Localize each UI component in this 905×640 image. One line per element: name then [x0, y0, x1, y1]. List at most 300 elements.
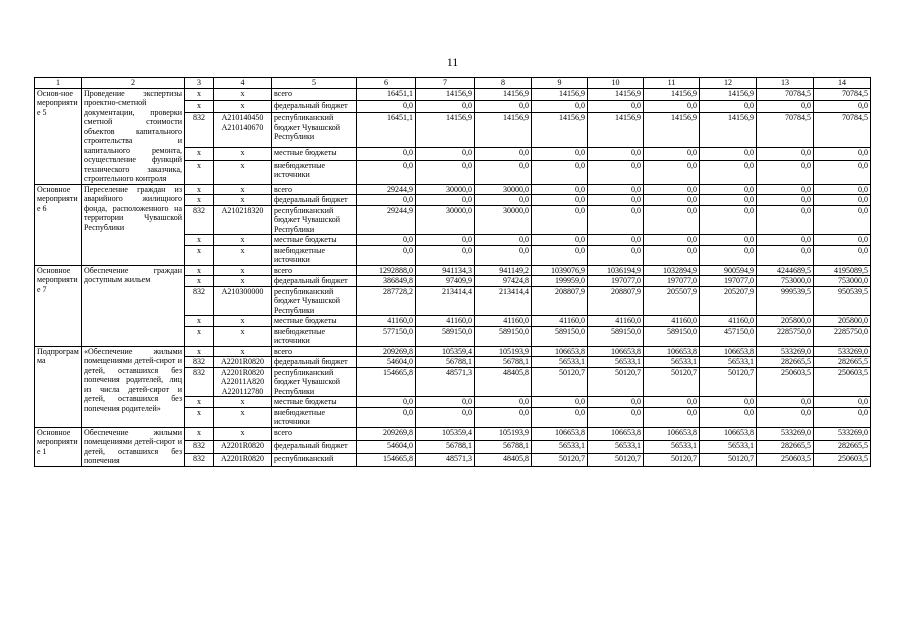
value-cell: 56533,1: [532, 357, 588, 368]
header-cell: 11: [644, 78, 700, 89]
budget-code-cell: х: [214, 160, 272, 184]
value-cell: 0,0: [357, 148, 416, 160]
value-cell: 50120,7: [700, 367, 757, 397]
value-cell: 106653,8: [700, 346, 757, 357]
value-cell: 0,0: [475, 245, 532, 265]
funding-source-cell: внебюджетные источники: [272, 160, 357, 184]
value-cell: 0,0: [588, 160, 644, 184]
value-cell: 197077,0: [700, 276, 757, 287]
header-cell: 4: [214, 78, 272, 89]
budget-code-cell: х: [214, 407, 272, 427]
value-cell: 0,0: [416, 195, 475, 206]
value-cell: 14156,9: [700, 113, 757, 148]
value-cell: 30000,0: [475, 184, 532, 195]
value-cell: 282665,5: [757, 357, 814, 368]
executor-code-cell: х: [185, 276, 214, 287]
value-cell: 0,0: [700, 195, 757, 206]
value-cell: 50120,7: [700, 453, 757, 466]
value-cell: 197077,0: [588, 276, 644, 287]
funding-source-cell: внебюджетные источники: [272, 326, 357, 346]
value-cell: 48405,8: [475, 453, 532, 466]
value-cell: 900594,9: [700, 265, 757, 276]
page-number: 11: [446, 55, 459, 69]
value-cell: 250603,5: [814, 453, 871, 466]
value-cell: 0,0: [757, 100, 814, 112]
value-cell: 0,0: [416, 235, 475, 246]
value-cell: 0,0: [475, 407, 532, 427]
value-cell: 105193,9: [475, 346, 532, 357]
value-cell: 950539,5: [814, 286, 871, 316]
value-cell: 0,0: [700, 184, 757, 195]
value-cell: 0,0: [588, 245, 644, 265]
value-cell: 457150,0: [700, 326, 757, 346]
value-cell: 56533,1: [700, 440, 757, 453]
value-cell: 50120,7: [588, 367, 644, 397]
program-name-cell: Основное мероприятие 7: [35, 265, 82, 346]
table-row: [35, 184, 871, 195]
value-cell: 48571,3: [416, 367, 475, 397]
value-cell: 0,0: [588, 205, 644, 235]
funding-source-cell: республиканский бюджет Чувашской Республики: [272, 367, 357, 397]
executor-code-cell: 832: [185, 357, 214, 368]
program-title-cell: Переселение граждан из аварийного жилищного фонда, расположенного на территории Чувашской Республики: [82, 184, 185, 265]
funding-source-cell: всего: [272, 346, 357, 357]
executor-code-cell: х: [185, 346, 214, 357]
value-cell: 0,0: [357, 407, 416, 427]
header-cell: 14: [814, 78, 871, 89]
funding-source-cell: всего: [272, 427, 357, 440]
funding-source-cell: федеральный бюджет: [272, 195, 357, 206]
value-cell: 0,0: [814, 100, 871, 112]
value-cell: 30000,0: [416, 184, 475, 195]
value-cell: 0,0: [532, 100, 588, 112]
value-cell: 14156,9: [644, 88, 700, 100]
value-cell: 56533,1: [588, 440, 644, 453]
value-cell: 208807,9: [588, 286, 644, 316]
value-cell: 0,0: [475, 235, 532, 246]
value-cell: 14156,9: [416, 88, 475, 100]
value-cell: 0,0: [532, 205, 588, 235]
value-cell: 56533,1: [644, 357, 700, 368]
funding-source-cell: всего: [272, 265, 357, 276]
value-cell: 0,0: [588, 148, 644, 160]
value-cell: 205207,9: [700, 286, 757, 316]
executor-code-cell: х: [185, 316, 214, 327]
value-cell: 0,0: [644, 397, 700, 408]
value-cell: 105359,4: [416, 427, 475, 440]
header-cell: 7: [416, 78, 475, 89]
budget-code-cell: х: [214, 88, 272, 100]
budget-table: [34, 77, 871, 467]
value-cell: 0,0: [814, 407, 871, 427]
value-cell: 14156,9: [588, 88, 644, 100]
value-cell: 0,0: [644, 205, 700, 235]
value-cell: 50120,7: [644, 453, 700, 466]
funding-source-cell: республиканский бюджет Чувашской Республики: [272, 286, 357, 316]
budget-code-cell: А210140450 А210140670: [214, 113, 272, 148]
table-row: [35, 427, 871, 440]
budget-code-cell: А2201R0820: [214, 440, 272, 453]
value-cell: 50120,7: [532, 453, 588, 466]
value-cell: 577150,0: [357, 326, 416, 346]
budget-code-cell: х: [214, 195, 272, 206]
program-name-cell: Основное мероприятие 6: [35, 184, 82, 265]
executor-code-cell: 832: [185, 205, 214, 235]
value-cell: 1292888,0: [357, 265, 416, 276]
value-cell: 56788,1: [475, 357, 532, 368]
budget-code-cell: х: [214, 316, 272, 327]
table-row: [35, 88, 871, 100]
value-cell: 2285750,0: [757, 326, 814, 346]
executor-code-cell: х: [185, 184, 214, 195]
value-cell: 97424,8: [475, 276, 532, 287]
executor-code-cell: 832: [185, 367, 214, 397]
value-cell: 41160,0: [357, 316, 416, 327]
funding-source-cell: республиканский: [272, 453, 357, 466]
program-title-cell: «Обеспечение жилыми помещениями детей-сирот и детей, оставшихся без попечения родителей, лиц из числа детей-сирот и детей, оставшихся без попечения родителей»: [82, 346, 185, 427]
value-cell: 1039076,9: [532, 265, 588, 276]
budget-code-cell: х: [214, 326, 272, 346]
value-cell: 0,0: [644, 148, 700, 160]
value-cell: 0,0: [416, 245, 475, 265]
funding-source-cell: республиканский бюджет Чувашской Республики: [272, 113, 357, 148]
value-cell: 106653,8: [588, 346, 644, 357]
value-cell: 16451,1: [357, 113, 416, 148]
value-cell: 197077,0: [644, 276, 700, 287]
budget-code-cell: А2201R0820 А22011А820 А220112780: [214, 367, 272, 397]
executor-code-cell: 832: [185, 440, 214, 453]
value-cell: 0,0: [416, 397, 475, 408]
value-cell: 0,0: [814, 195, 871, 206]
value-cell: 154665,8: [357, 367, 416, 397]
table-row: [35, 346, 871, 357]
value-cell: 0,0: [700, 407, 757, 427]
budget-code-cell: х: [214, 276, 272, 287]
value-cell: 0,0: [757, 148, 814, 160]
value-cell: 0,0: [357, 195, 416, 206]
budget-code-cell: А210218320: [214, 205, 272, 235]
value-cell: 0,0: [532, 148, 588, 160]
header-cell: 5: [272, 78, 357, 89]
value-cell: 213414,4: [416, 286, 475, 316]
value-cell: 48571,3: [416, 453, 475, 466]
value-cell: 0,0: [757, 235, 814, 246]
program-name-cell: Основ-ное мероприятие 5: [35, 88, 82, 184]
value-cell: 533269,0: [757, 427, 814, 440]
value-cell: 589150,0: [588, 326, 644, 346]
value-cell: 0,0: [757, 195, 814, 206]
value-cell: 56533,1: [588, 357, 644, 368]
header-cell: 6: [357, 78, 416, 89]
value-cell: 70784,5: [757, 88, 814, 100]
budget-code-cell: х: [214, 346, 272, 357]
budget-code-cell: х: [214, 235, 272, 246]
value-cell: 0,0: [416, 148, 475, 160]
value-cell: 282665,5: [757, 440, 814, 453]
header-cell: 3: [185, 78, 214, 89]
value-cell: 56788,1: [475, 440, 532, 453]
value-cell: 154665,8: [357, 453, 416, 466]
value-cell: 0,0: [814, 245, 871, 265]
value-cell: 0,0: [757, 397, 814, 408]
value-cell: 48405,8: [475, 367, 532, 397]
value-cell: 0,0: [757, 205, 814, 235]
value-cell: 70784,5: [757, 113, 814, 148]
funding-source-cell: местные бюджеты: [272, 316, 357, 327]
executor-code-cell: х: [185, 407, 214, 427]
value-cell: 386849,8: [357, 276, 416, 287]
funding-source-cell: федеральный бюджет: [272, 100, 357, 112]
budget-code-cell: А210300000: [214, 286, 272, 316]
value-cell: 0,0: [532, 184, 588, 195]
value-cell: 0,0: [700, 205, 757, 235]
value-cell: 70784,5: [814, 113, 871, 148]
executor-code-cell: х: [185, 148, 214, 160]
value-cell: 70784,5: [814, 88, 871, 100]
value-cell: 0,0: [475, 148, 532, 160]
funding-source-cell: местные бюджеты: [272, 397, 357, 408]
value-cell: 0,0: [416, 407, 475, 427]
budget-code-cell: х: [214, 245, 272, 265]
value-cell: 54604,0: [357, 440, 416, 453]
value-cell: 287728,2: [357, 286, 416, 316]
budget-code-cell: х: [214, 427, 272, 440]
value-cell: 54604,0: [357, 357, 416, 368]
value-cell: 0,0: [475, 160, 532, 184]
funding-source-cell: республиканский бюджет Чувашской Республики: [272, 205, 357, 235]
program-name-cell: Подпрограмма: [35, 346, 82, 427]
header-cell: 12: [700, 78, 757, 89]
value-cell: 105359,4: [416, 346, 475, 357]
value-cell: 0,0: [644, 235, 700, 246]
value-cell: 282665,5: [814, 440, 871, 453]
value-cell: 0,0: [814, 184, 871, 195]
value-cell: 209269,8: [357, 427, 416, 440]
executor-code-cell: х: [185, 427, 214, 440]
value-cell: 41160,0: [644, 316, 700, 327]
value-cell: 14156,9: [416, 113, 475, 148]
value-cell: 0,0: [588, 407, 644, 427]
value-cell: 14156,9: [532, 88, 588, 100]
value-cell: 0,0: [757, 184, 814, 195]
value-cell: 0,0: [475, 195, 532, 206]
value-cell: 1032894,9: [644, 265, 700, 276]
value-cell: 0,0: [532, 195, 588, 206]
value-cell: 589150,0: [532, 326, 588, 346]
value-cell: 0,0: [700, 160, 757, 184]
value-cell: 205800,0: [814, 316, 871, 327]
budget-code-cell: х: [214, 148, 272, 160]
value-cell: 14156,9: [475, 113, 532, 148]
funding-source-cell: всего: [272, 88, 357, 100]
value-cell: 29244,9: [357, 205, 416, 235]
program-title-cell: Обеспечение граждан доступным жильем: [82, 265, 185, 346]
value-cell: 0,0: [644, 184, 700, 195]
value-cell: 533269,0: [757, 346, 814, 357]
value-cell: 0,0: [357, 245, 416, 265]
budget-code-cell: х: [214, 184, 272, 195]
value-cell: 41160,0: [588, 316, 644, 327]
value-cell: 106653,8: [700, 427, 757, 440]
value-cell: 0,0: [757, 160, 814, 184]
value-cell: 14156,9: [588, 113, 644, 148]
value-cell: 14156,9: [700, 88, 757, 100]
value-cell: 753000,0: [814, 276, 871, 287]
executor-code-cell: х: [185, 326, 214, 346]
value-cell: 50120,7: [532, 367, 588, 397]
value-cell: 0,0: [644, 407, 700, 427]
value-cell: 0,0: [700, 235, 757, 246]
value-cell: 250603,5: [757, 453, 814, 466]
budget-code-cell: А2201R0820: [214, 453, 272, 466]
funding-source-cell: внебюджетные источники: [272, 245, 357, 265]
executor-code-cell: х: [185, 245, 214, 265]
value-cell: 0,0: [814, 148, 871, 160]
program-title-cell: Обеспечение жилыми помещениями детей-сирот и детей, оставшихся без попечения: [82, 427, 185, 466]
value-cell: 0,0: [757, 407, 814, 427]
value-cell: 0,0: [644, 100, 700, 112]
budget-code-cell: А2201R0820: [214, 357, 272, 368]
value-cell: 0,0: [357, 235, 416, 246]
value-cell: 199959,0: [532, 276, 588, 287]
value-cell: 213414,4: [475, 286, 532, 316]
value-cell: 106653,8: [644, 427, 700, 440]
value-cell: 0,0: [814, 397, 871, 408]
value-cell: 56533,1: [644, 440, 700, 453]
value-cell: 56788,1: [416, 440, 475, 453]
value-cell: 0,0: [416, 100, 475, 112]
value-cell: 30000,0: [475, 205, 532, 235]
value-cell: 0,0: [588, 184, 644, 195]
value-cell: 106653,8: [588, 427, 644, 440]
header-cell: 9: [532, 78, 588, 89]
value-cell: 0,0: [532, 407, 588, 427]
value-cell: 250603,5: [814, 367, 871, 397]
value-cell: 0,0: [700, 100, 757, 112]
value-cell: 41160,0: [532, 316, 588, 327]
value-cell: 0,0: [644, 245, 700, 265]
value-cell: 0,0: [644, 195, 700, 206]
value-cell: 250603,5: [757, 367, 814, 397]
header-cell: 13: [757, 78, 814, 89]
budget-code-cell: х: [214, 265, 272, 276]
header-cell: 8: [475, 78, 532, 89]
executor-code-cell: х: [185, 235, 214, 246]
value-cell: 999539,5: [757, 286, 814, 316]
header-cell: 2: [82, 78, 185, 89]
table-row: [35, 265, 871, 276]
value-cell: 0,0: [532, 397, 588, 408]
value-cell: 0,0: [814, 235, 871, 246]
value-cell: 205800,0: [757, 316, 814, 327]
program-name-cell: Основное мероприятие 1: [35, 427, 82, 466]
budget-code-cell: х: [214, 100, 272, 112]
value-cell: 105193,9: [475, 427, 532, 440]
funding-source-cell: федеральный бюджет: [272, 276, 357, 287]
value-cell: 282665,5: [814, 357, 871, 368]
value-cell: 1036194,9: [588, 265, 644, 276]
value-cell: 0,0: [357, 100, 416, 112]
value-cell: 0,0: [475, 397, 532, 408]
funding-source-cell: местные бюджеты: [272, 148, 357, 160]
value-cell: 0,0: [475, 100, 532, 112]
value-cell: 16451,1: [357, 88, 416, 100]
value-cell: 0,0: [588, 235, 644, 246]
header-cell: 10: [588, 78, 644, 89]
value-cell: 205507,9: [644, 286, 700, 316]
executor-code-cell: 832: [185, 453, 214, 466]
funding-source-cell: всего: [272, 184, 357, 195]
value-cell: 0,0: [814, 160, 871, 184]
value-cell: 0,0: [588, 100, 644, 112]
value-cell: 0,0: [588, 195, 644, 206]
value-cell: 208807,9: [532, 286, 588, 316]
value-cell: 589150,0: [475, 326, 532, 346]
value-cell: 753000,0: [757, 276, 814, 287]
value-cell: 106653,8: [532, 427, 588, 440]
value-cell: 56533,1: [700, 357, 757, 368]
value-cell: 0,0: [357, 160, 416, 184]
budget-code-cell: х: [214, 397, 272, 408]
value-cell: 29244,9: [357, 184, 416, 195]
value-cell: 41160,0: [416, 316, 475, 327]
executor-code-cell: х: [185, 265, 214, 276]
value-cell: 4195089,5: [814, 265, 871, 276]
value-cell: 0,0: [757, 245, 814, 265]
funding-source-cell: внебюджетные источники: [272, 407, 357, 427]
value-cell: 0,0: [357, 397, 416, 408]
value-cell: 0,0: [532, 160, 588, 184]
program-title-cell: Проведение экспертизы проектно-сметной документации, проверки сметной стоимости объектов капитального строительства и капитального ремонта, осуществление функций технического заказчика, строительного контроля: [82, 88, 185, 184]
value-cell: 106653,8: [644, 346, 700, 357]
value-cell: 209269,8: [357, 346, 416, 357]
value-cell: 41160,0: [700, 316, 757, 327]
executor-code-cell: х: [185, 160, 214, 184]
value-cell: 97409,9: [416, 276, 475, 287]
value-cell: 56788,1: [416, 357, 475, 368]
value-cell: 2285750,0: [814, 326, 871, 346]
value-cell: 56533,1: [532, 440, 588, 453]
value-cell: 941134,3: [416, 265, 475, 276]
value-cell: 41160,0: [475, 316, 532, 327]
funding-source-cell: федеральный бюджет: [272, 440, 357, 453]
executor-code-cell: 832: [185, 286, 214, 316]
executor-code-cell: х: [185, 195, 214, 206]
header-row: [35, 78, 871, 89]
funding-source-cell: местные бюджеты: [272, 235, 357, 246]
value-cell: 30000,0: [416, 205, 475, 235]
value-cell: 0,0: [416, 160, 475, 184]
header-cell: 1: [35, 78, 82, 89]
value-cell: 0,0: [644, 160, 700, 184]
value-cell: 941149,2: [475, 265, 532, 276]
executor-code-cell: х: [185, 100, 214, 112]
value-cell: 589150,0: [644, 326, 700, 346]
value-cell: 50120,7: [588, 453, 644, 466]
executor-code-cell: х: [185, 88, 214, 100]
value-cell: 0,0: [532, 245, 588, 265]
value-cell: 589150,0: [416, 326, 475, 346]
value-cell: 0,0: [532, 235, 588, 246]
value-cell: 533269,0: [814, 346, 871, 357]
value-cell: 0,0: [700, 148, 757, 160]
value-cell: 0,0: [814, 205, 871, 235]
value-cell: 50120,7: [644, 367, 700, 397]
executor-code-cell: х: [185, 397, 214, 408]
value-cell: 14156,9: [532, 113, 588, 148]
value-cell: 4244689,5: [757, 265, 814, 276]
value-cell: 0,0: [588, 397, 644, 408]
